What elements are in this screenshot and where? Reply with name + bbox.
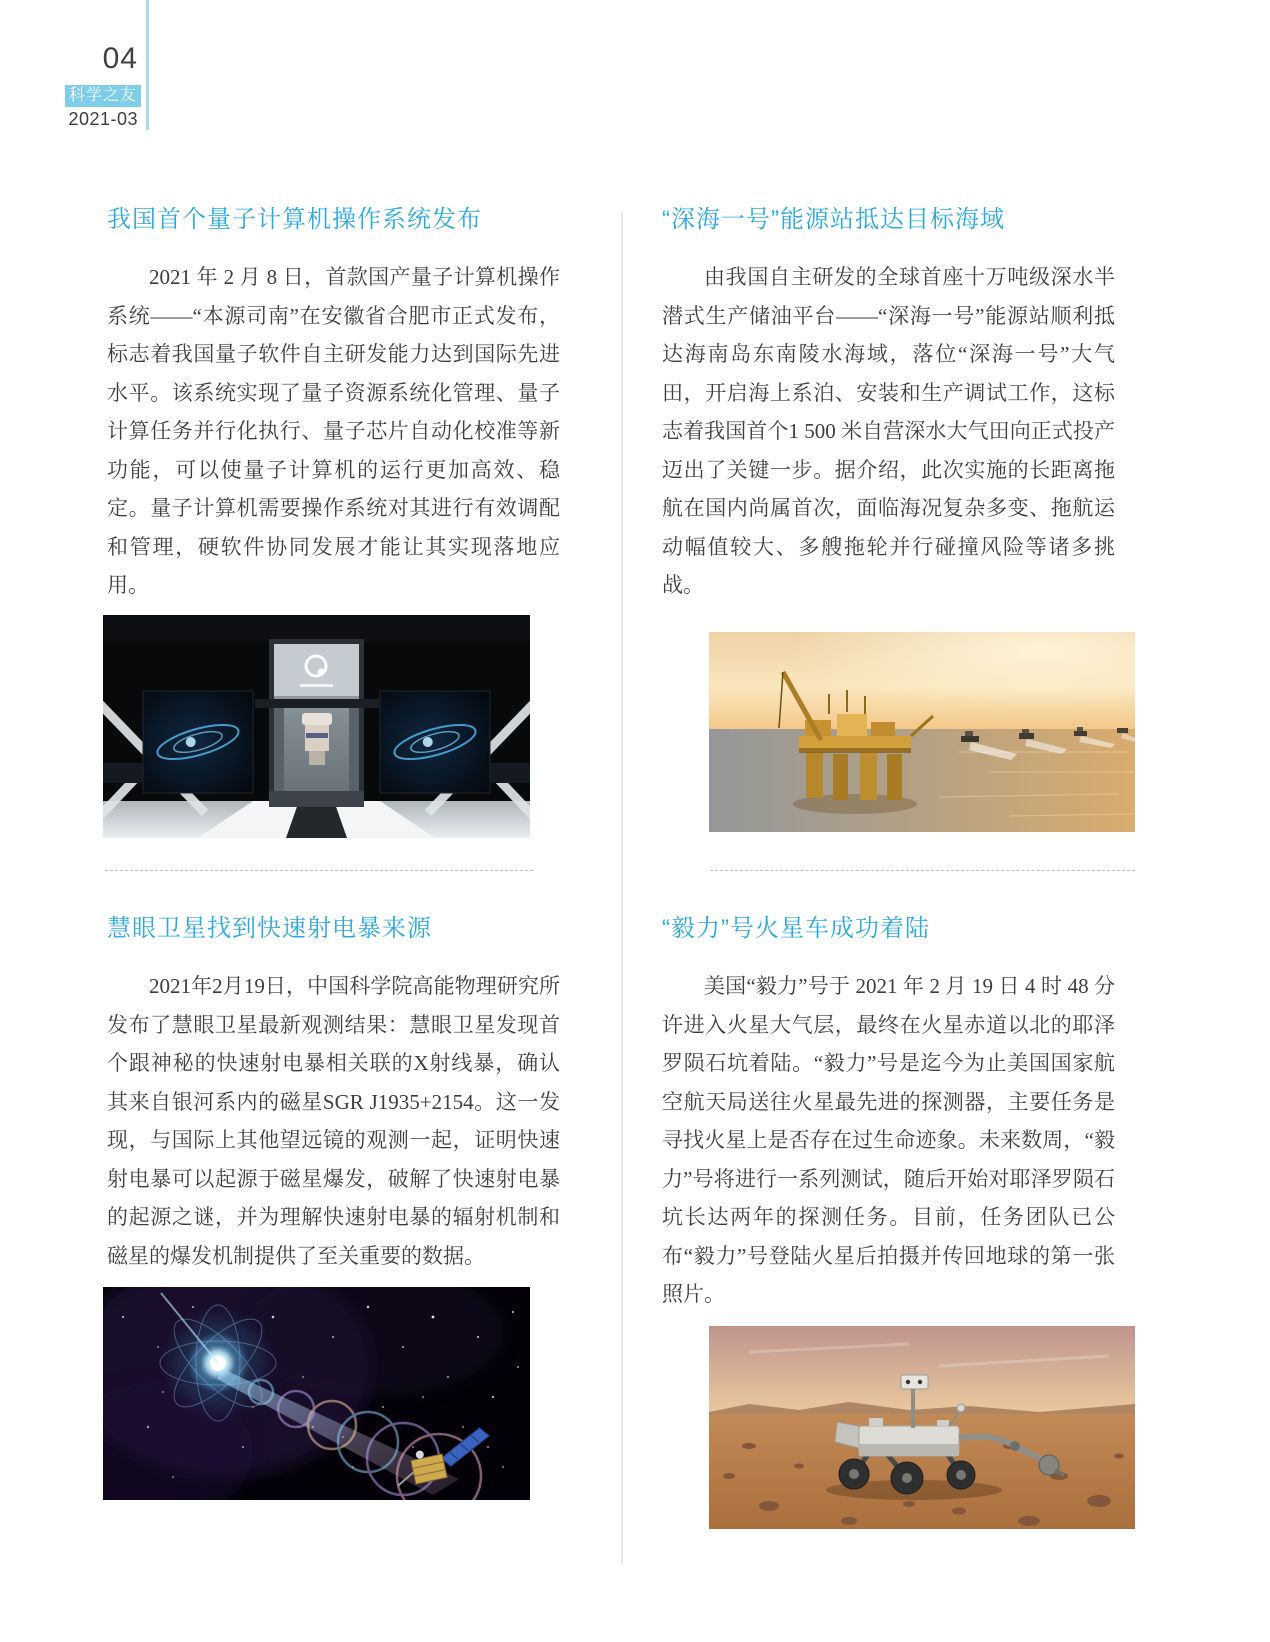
column-divider <box>621 212 623 1564</box>
article-insight-frb <box>107 912 560 1500</box>
article-title: “毅力”号火星车成功着陆 <box>662 915 930 942</box>
article-title: “深海一号”能源站抵达目标海域 <box>662 206 1005 233</box>
article-body: 美国“毅力”号于 2021 年 2 月 19 日 4 时 48 分许进入火星大气层，最终在火星赤道以北的耶泽罗陨石坑着陆。“毅力”号是迄今为止美国国家航空航天局送往火星最先进的探测器，主要任务是寻找火星上是否存在过生命迹象。未来数周，“毅力”号将进行一系列测试，随后开始对耶泽罗陨石坑长达两年的探测任务。目前，任务团队已公布“毅力”号登陆火星后拍摄并传回地球的第一张照片。 <box>662 974 1115 1306</box>
article-title: 我国首个量子计算机操作系统发布 <box>107 206 482 233</box>
magnetar-satellite-photo <box>103 1287 530 1500</box>
article-body: 2021年2月19日，中国科学院高能物理研究所发布了慧眼卫星最新观测结果：慧眼卫星发现首个跟神秘的快速射电暴相关联的X射线暴，确认其来自银河系内的磁星SGR J1935+2154。这一发现，与国际上其他望远镜的观测一起，证明快速射电暴可以起源于磁星爆发，破解了快速射电暴的起源之谜，并为理解快速射电暴的辐射机制和磁星的爆发机制提供了至关重要的数据。 <box>107 974 560 1268</box>
article-deep-sea-one <box>662 203 1115 832</box>
page-number: 04 <box>102 42 138 75</box>
mars-rover-photo <box>709 1326 1135 1529</box>
article-body: 2021 年 2 月 8 日，首款国产量子计算机操作系统——“本源司南”在安徽省合肥市正式发布，标志着我国量子软件自主研发能力达到国际先进水平。该系统实现了量子资源系统化管理、量子计算任务并行化执行、量子芯片自动化校准等新功能，可以使量子计算机的运行更加高效、稳定。量子计算机需要操作系统对其进行有效调配和管理，硬软件协同发展才能让其实现落地应用。 <box>107 265 560 597</box>
magazine-name-badge: 科学之友 <box>65 85 141 107</box>
article-body: 由我国自主研发的全球首座十万吨级深水半潜式生产储油平台——“深海一号”能源站顺利抵达海南岛东南陵水海域，落位“深海一号”大气田，开启海上系泊、安装和生产调试工作，这标志着我国首个1 500 米自营深水大气田向正式投产迈出了关键一步。据介绍，此次实施的长距离拖航在国内尚属首次，面临海况复杂多变、拖航运动幅值较大、多艘拖轮并行碰撞风险等诸多挑战。 <box>662 265 1115 597</box>
article-title: 慧眼卫星找到快速射电暴来源 <box>107 915 432 942</box>
mast-camera-head <box>901 1375 928 1389</box>
article-quantum-os <box>107 203 560 838</box>
header-accent-line <box>146 0 149 130</box>
offshore-platform-photo <box>709 632 1135 832</box>
article-perseverance <box>662 912 1115 1529</box>
quantum-computer-photo <box>103 615 530 838</box>
dashed-separator-left <box>105 870 533 871</box>
dashed-separator-right <box>710 870 1135 871</box>
rover-mast <box>911 1388 915 1428</box>
issue-date: 2021-03 <box>68 109 138 129</box>
